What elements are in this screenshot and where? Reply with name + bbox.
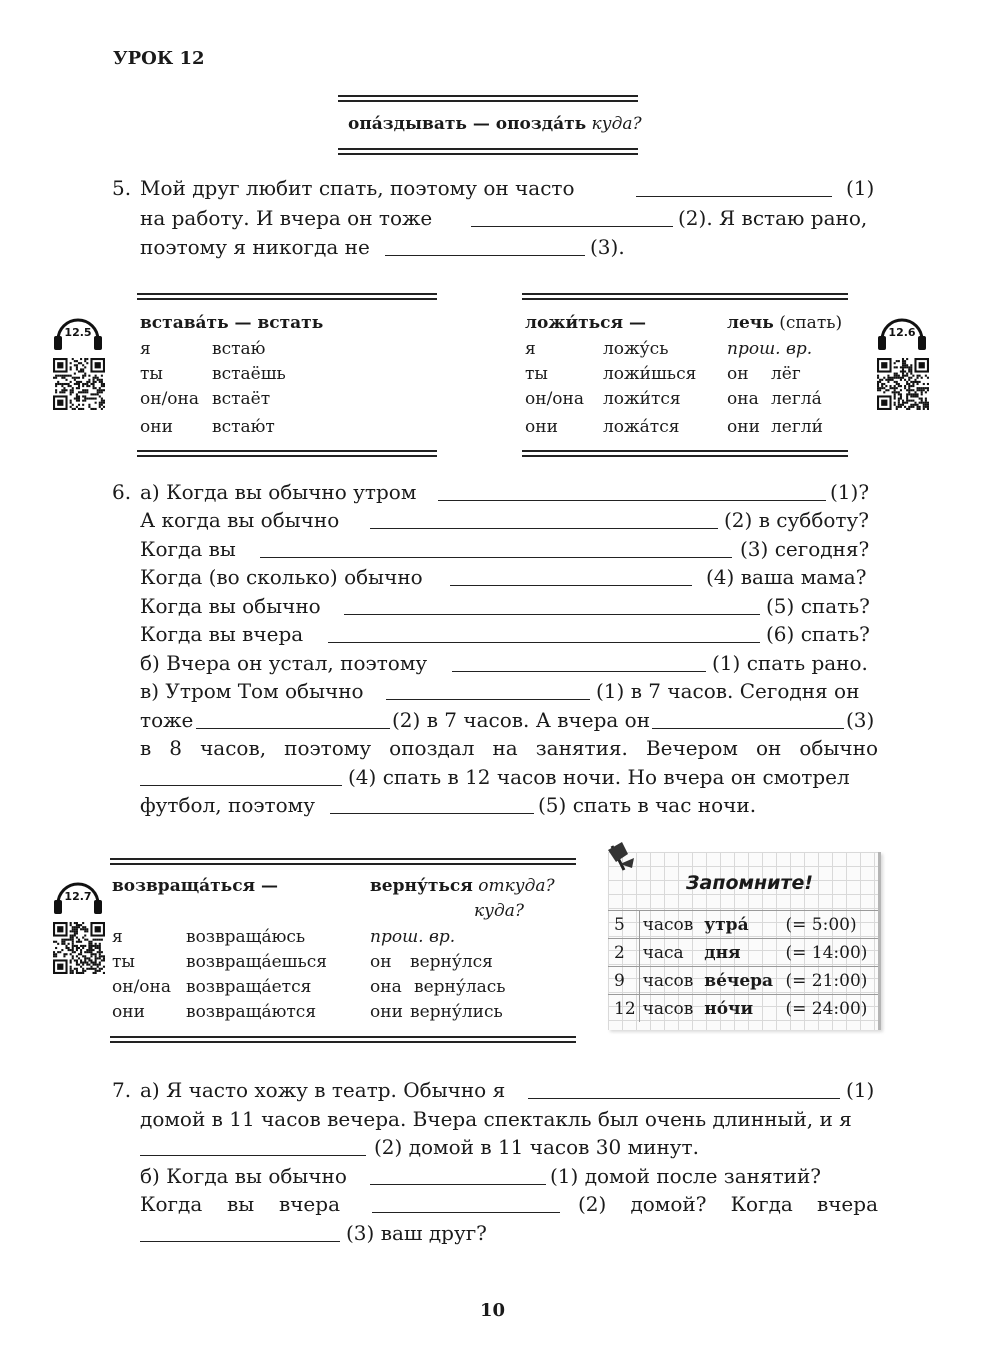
verb-form: верну́лась [414, 977, 506, 997]
text: (2) домой в 11 часов 30 минут. [374, 1135, 699, 1159]
remember-card [608, 852, 881, 1030]
text: Мой друг любит спать, поэтому он часто [140, 176, 575, 200]
text: (1) [846, 1078, 875, 1102]
verb-question: куда? [586, 114, 642, 134]
verb-imperfective: ложи́ться — [525, 313, 647, 333]
answer-blank[interactable] [452, 649, 706, 672]
page-number: 10 [480, 1300, 506, 1321]
day-part: дня [701, 939, 782, 967]
verb-pair-opazdyvat [348, 114, 642, 134]
text: в 8 часов, поэтому опоздал на занятия. Вечером он обычно [140, 736, 878, 760]
dash: — [466, 114, 496, 134]
verb-perfective: верну́ться [370, 876, 473, 896]
text: (1) [846, 176, 875, 200]
pronoun: ты [112, 952, 135, 972]
text: (2). Я встаю рано, [678, 206, 868, 230]
answer-blank[interactable] [386, 677, 590, 700]
day-part: но́чи [701, 995, 782, 1023]
text: на работу. И вчера он тоже [140, 206, 433, 230]
conjugation-vstavat [140, 313, 440, 443]
verb-form: ложа́тся [603, 417, 680, 437]
pronoun: она [727, 389, 759, 409]
verb-note: (спать) [773, 313, 843, 333]
hours-word: часов [639, 995, 701, 1023]
clock-time: (= 14:00) [783, 939, 879, 967]
verb-form: встаёт [212, 389, 271, 409]
answer-blank[interactable] [196, 706, 390, 729]
table-row [608, 911, 878, 939]
pronoun: он/она [525, 389, 584, 409]
hour: 9 [608, 967, 639, 995]
answer-blank[interactable] [140, 1219, 340, 1242]
verb-question: откуда? [472, 876, 555, 896]
pronoun: они [370, 1002, 403, 1022]
text: (3) [846, 708, 875, 732]
clock-time: (= 5:00) [783, 911, 879, 939]
text: Когда вы обычно [140, 594, 321, 618]
verb-form: возвраща́ешься [186, 952, 327, 972]
pronoun: они [525, 417, 558, 437]
headphones-icon [52, 872, 104, 916]
verb-form: встаю́т [212, 417, 275, 437]
exercise-number: 6. [112, 480, 132, 504]
verb-perfective: лечь [727, 313, 774, 333]
text: (1) в 7 часов. Сегодня он [596, 679, 860, 703]
day-part: утра́ [701, 911, 782, 939]
pronoun: они [727, 417, 760, 437]
text: Когда вы вчера [140, 1192, 340, 1216]
pronoun: я [525, 339, 536, 359]
text: (2) в субботу? [724, 508, 869, 532]
answer-blank[interactable] [450, 563, 692, 586]
text: а) Когда вы обычно утром [140, 480, 417, 504]
table-row [608, 967, 878, 995]
answer-blank[interactable] [344, 592, 760, 615]
table-row [608, 995, 878, 1023]
text: (1)? [830, 480, 870, 504]
headphones-icon [52, 308, 104, 352]
answer-blank[interactable] [370, 506, 718, 529]
answer-blank[interactable] [528, 1076, 840, 1099]
text: (4) ваша мама? [706, 565, 867, 589]
answer-blank[interactable] [260, 535, 732, 558]
verb-form: ложи́тся [603, 389, 681, 409]
verb-perfective: опозда́ть [495, 114, 587, 134]
text: (4) спать в 12 часов ночи. Но вчера он смотрел [348, 765, 850, 789]
text: А когда вы обычно [140, 508, 340, 532]
verb-form: встаёшь [212, 364, 286, 384]
answer-blank[interactable] [140, 763, 342, 786]
verb-form: верну́лись [410, 1002, 503, 1022]
clock-time: (= 24:00) [783, 995, 879, 1023]
text: футбол, поэтому [140, 793, 315, 817]
verb-form: встаю́ [212, 339, 266, 359]
text: (3). [590, 235, 625, 259]
hour: 5 [608, 911, 639, 939]
answer-blank[interactable] [652, 706, 844, 729]
headphones-icon [876, 308, 928, 352]
text: (3) сегодня? [740, 537, 870, 561]
card-title: Запомните! [686, 872, 814, 894]
answer-blank[interactable] [385, 233, 585, 256]
verb-form: ложу́сь [603, 339, 669, 359]
double-rule [137, 450, 437, 457]
verb-imperfective: опа́здывать [348, 114, 467, 134]
svg-text:12.6: 12.6 [888, 326, 916, 339]
hour: 12 [608, 995, 639, 1023]
verb-form: легли́ [771, 417, 823, 437]
verb-form: возвраща́ется [186, 977, 312, 997]
text: (5) спать в час ночи. [538, 793, 757, 817]
text: (1) спать рано. [712, 651, 868, 675]
time-table [608, 910, 878, 1022]
pronoun: они [112, 1002, 145, 1022]
text: Когда вы вчера [140, 622, 304, 646]
exercise-7 [112, 1076, 878, 1256]
pronoun: она [370, 977, 402, 997]
verb-question: куда? [474, 901, 525, 921]
exercise-number: 5. [112, 176, 132, 200]
text: (5) спать? [766, 594, 870, 618]
pronoun: я [112, 927, 123, 947]
double-rule [110, 858, 576, 865]
conjugation-lozhitsya [525, 313, 855, 443]
pronoun: он [370, 952, 392, 972]
svg-text:12.5: 12.5 [64, 326, 92, 339]
double-rule [338, 95, 638, 102]
exercise-number: 7. [112, 1078, 132, 1102]
text: (1) домой после занятий? [550, 1164, 822, 1188]
hour: 2 [608, 939, 639, 967]
text: Когда (во сколько) обычно [140, 565, 423, 589]
text: б) Когда вы обычно [140, 1164, 347, 1188]
svg-text:12.7: 12.7 [64, 890, 92, 903]
hours-word: часа [639, 939, 701, 967]
pronoun: он/она [140, 389, 199, 409]
verb-form: ложи́шься [603, 364, 697, 384]
answer-blank[interactable] [471, 204, 673, 227]
qr-code-icon[interactable] [877, 358, 929, 410]
text: (2) в 7 часов. А вчера он [392, 708, 651, 732]
past-tense-label: прош. вр. [370, 927, 456, 947]
text: тоже [140, 708, 194, 732]
verb-pair-heading: встава́ть — встать [140, 313, 324, 333]
hours-word: часов [639, 911, 701, 939]
verb-form: верну́лся [410, 952, 493, 972]
text: (3) ваш друг? [346, 1221, 487, 1245]
answer-blank[interactable] [438, 478, 826, 501]
pronoun: они [140, 417, 173, 437]
double-rule [522, 450, 848, 457]
past-tense-label: прош. вр. [727, 339, 813, 359]
qr-code-icon[interactable] [53, 358, 105, 410]
answer-blank[interactable] [328, 620, 760, 643]
answer-blank[interactable] [330, 791, 534, 814]
verb-form: возвраща́юсь [186, 927, 306, 947]
answer-blank[interactable] [140, 1133, 366, 1156]
answer-blank[interactable] [370, 1162, 546, 1185]
pronoun: он/она [112, 977, 171, 997]
text: в) Утром Том обычно [140, 679, 364, 703]
verb-form: лёг [771, 364, 801, 384]
qr-code-icon[interactable] [53, 922, 105, 974]
text: б) Вчера он устал, поэтому [140, 651, 428, 675]
text: поэтому я никогда не [140, 235, 370, 259]
pronoun: он [727, 364, 749, 384]
pushpin-icon [604, 840, 640, 880]
day-part: ве́чера [701, 967, 782, 995]
conjugation-vozvrashchatsya [112, 876, 578, 1026]
double-rule [338, 148, 638, 155]
clock-time: (= 21:00) [783, 967, 879, 995]
table-row [608, 939, 878, 967]
double-rule [110, 1036, 576, 1043]
text: а) Я часто хожу в театр. Обычно я [140, 1078, 506, 1102]
hours-word: часов [639, 967, 701, 995]
lesson-title: УРОК 12 [113, 48, 205, 69]
verb-form: легла́ [771, 389, 822, 409]
double-rule [137, 293, 437, 300]
answer-blank[interactable] [372, 1190, 560, 1213]
text: Когда вы [140, 537, 236, 561]
pronoun: я [140, 339, 151, 359]
verb-imperfective: возвраща́ться — [112, 876, 279, 896]
verb-form: возвраща́ются [186, 1002, 317, 1022]
pronoun: ты [525, 364, 548, 384]
double-rule [522, 293, 848, 300]
text: (2) домой? Когда вчера [578, 1192, 878, 1216]
pronoun: ты [140, 364, 163, 384]
answer-blank[interactable] [636, 174, 832, 197]
text: (6) спать? [766, 622, 870, 646]
text: домой в 11 часов вечера. Вчера спектакль был очень длинный, и я [140, 1107, 852, 1131]
exercise-6 [112, 478, 878, 828]
exercise-5 [112, 174, 878, 264]
